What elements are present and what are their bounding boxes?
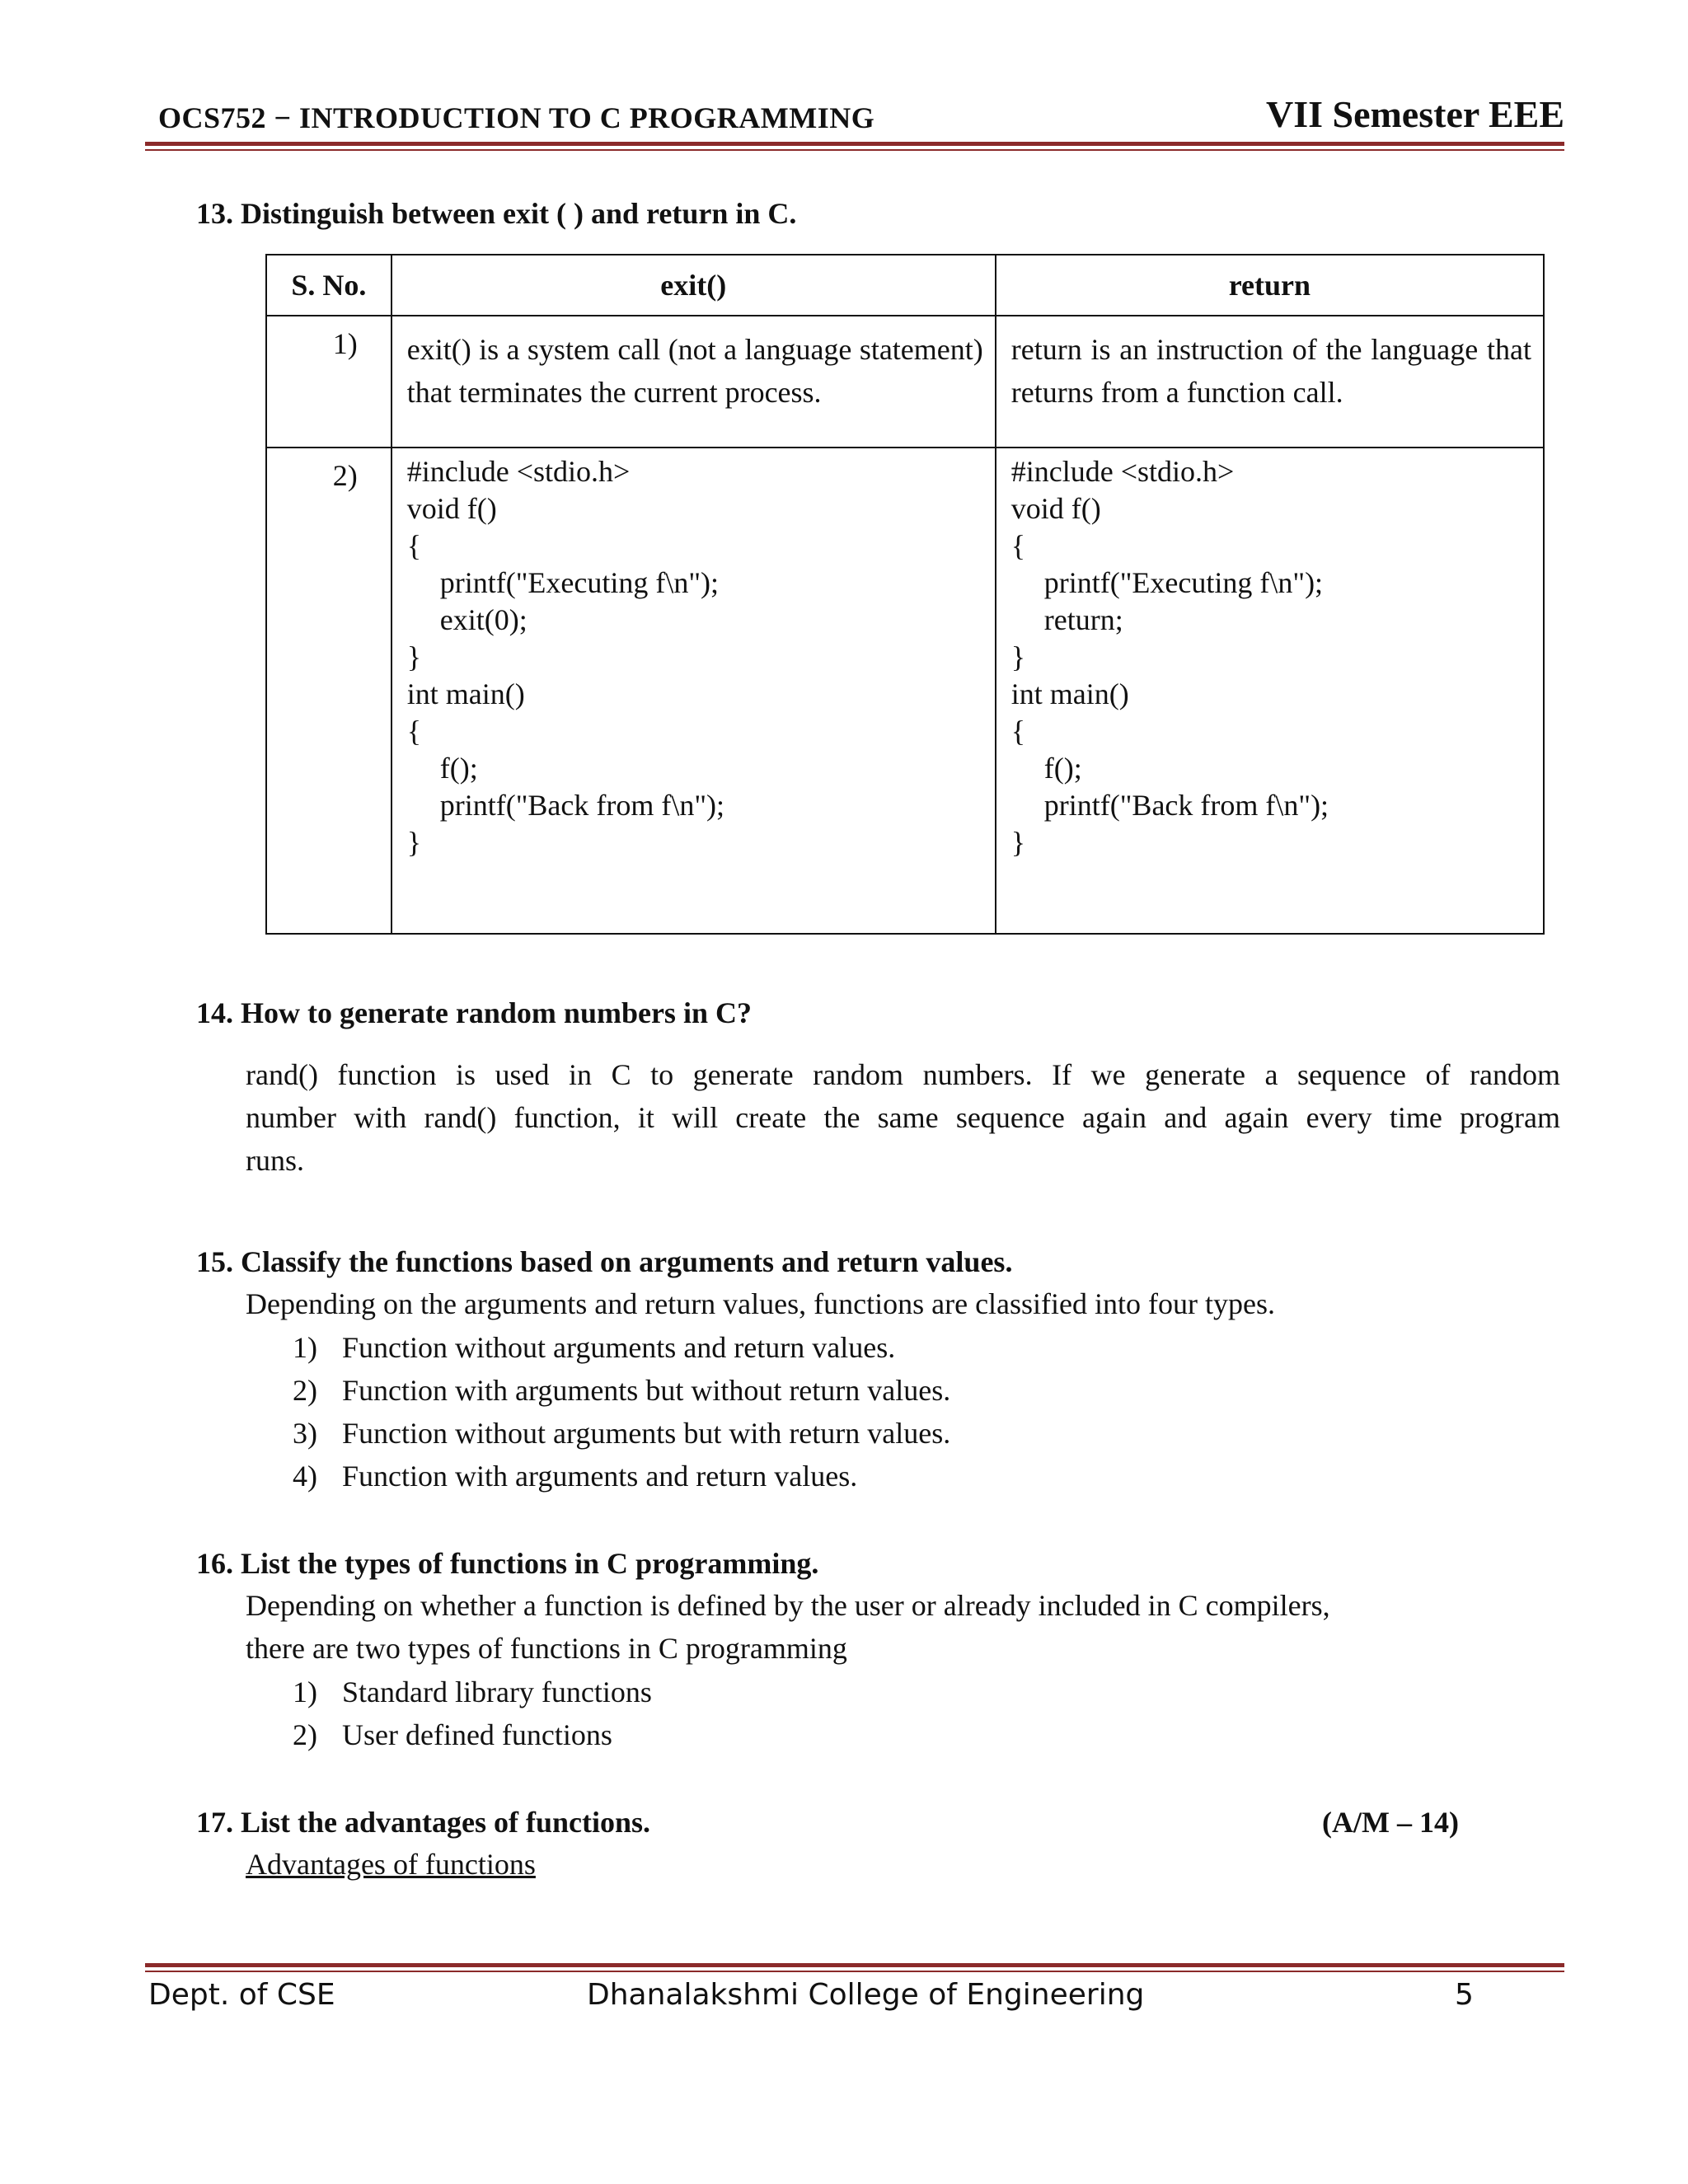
exit-code-example xyxy=(392,448,996,934)
code-line: printf("Back from f\n"); xyxy=(439,789,725,822)
column-header-sno: S. No. xyxy=(266,255,392,316)
code-line: void f() xyxy=(1010,492,1101,525)
code-line: } xyxy=(1010,826,1026,859)
code-line: int main() xyxy=(406,677,525,710)
header-rule xyxy=(145,142,1564,146)
q14-line: rand() function is used in C to generate random numbers. If we generate a sequence of random xyxy=(246,1058,1560,1091)
code-line: #include <stdio.h> xyxy=(406,455,631,488)
column-header-exit: exit() xyxy=(392,255,996,316)
question-13-title: 13. Distinguish between exit ( ) and return in C. xyxy=(196,197,797,230)
list-item: 1) Function without arguments and return values. xyxy=(293,1331,896,1364)
code-line: f(); xyxy=(439,752,478,785)
code-line: { xyxy=(1010,529,1026,562)
footer-dept: Dept. of CSE xyxy=(148,1978,335,2012)
list-item: 3) Function without arguments but with return values. xyxy=(293,1417,951,1450)
page-number: 5 xyxy=(1455,1978,1474,2012)
q14-line: runs. xyxy=(246,1144,304,1177)
list-item: 1) Standard library functions xyxy=(293,1675,652,1708)
exam-tag: (A/M – 14) xyxy=(1322,1806,1459,1839)
return-description: return is an instruction of the language that returns from a function call. xyxy=(996,316,1544,448)
semester-label: VII Semester EEE xyxy=(1265,93,1564,135)
code-line: } xyxy=(1010,640,1026,673)
footer-college: Dhanalakshmi College of Engineering xyxy=(587,1978,1145,2012)
code-line: void f() xyxy=(406,492,497,525)
code-line: printf("Back from f\n"); xyxy=(1043,789,1329,822)
header-rule-thin xyxy=(145,149,1564,151)
q16-intro-line: Depending on whether a function is defined by the user or already included in C compilers, xyxy=(246,1589,1330,1622)
course-title: OCS752 − INTRODUCTION TO C PROGRAMMING xyxy=(158,101,875,134)
q15-intro: Depending on the arguments and return values, functions are classified into four types. xyxy=(246,1287,1275,1320)
row-sno: 2) xyxy=(266,448,392,934)
column-header-return: return xyxy=(996,255,1544,316)
table-row xyxy=(266,448,1544,934)
table-row xyxy=(266,316,1544,448)
q14-line: number with rand() function, it will create the same sequence again and again every time program xyxy=(246,1101,1560,1134)
list-item: 2) Function with arguments but without return values. xyxy=(293,1374,951,1407)
advantages-subheading: Advantages of functions xyxy=(246,1848,536,1881)
list-item: 4) Function with arguments and return values. xyxy=(293,1460,858,1493)
return-code-example xyxy=(996,448,1544,934)
code-line: { xyxy=(1010,715,1026,748)
question-15-title: 15. Classify the functions based on arguments and return values. xyxy=(196,1245,1013,1278)
code-line: { xyxy=(406,715,422,748)
code-line: { xyxy=(406,529,422,562)
code-line: } xyxy=(406,826,422,859)
footer-rule xyxy=(145,1963,1564,1967)
code-line: int main() xyxy=(1010,677,1129,710)
list-item: 2) User defined functions xyxy=(293,1718,612,1751)
exit-description: exit() is a system call (not a language statement) that terminates the current process. xyxy=(392,316,996,448)
question-17-title: 17. List the advantages of functions. xyxy=(196,1806,651,1839)
code-line: exit(0); xyxy=(439,603,528,636)
table-header-row xyxy=(266,255,1544,316)
question-14-title: 14. How to generate random numbers in C? xyxy=(196,996,752,1029)
question-16-title: 16. List the types of functions in C programming. xyxy=(196,1547,819,1580)
code-line: return; xyxy=(1043,603,1123,636)
code-line: } xyxy=(406,640,422,673)
row-sno: 1) xyxy=(266,316,392,448)
q16-intro-line: there are two types of functions in C programming xyxy=(246,1632,847,1665)
code-line: f(); xyxy=(1043,752,1082,785)
code-line: #include <stdio.h> xyxy=(1010,455,1235,488)
code-line: printf("Executing f\n"); xyxy=(1043,566,1324,599)
code-line: printf("Executing f\n"); xyxy=(439,566,720,599)
footer-rule-thin xyxy=(145,1971,1564,1972)
exit-return-table xyxy=(265,254,1545,935)
